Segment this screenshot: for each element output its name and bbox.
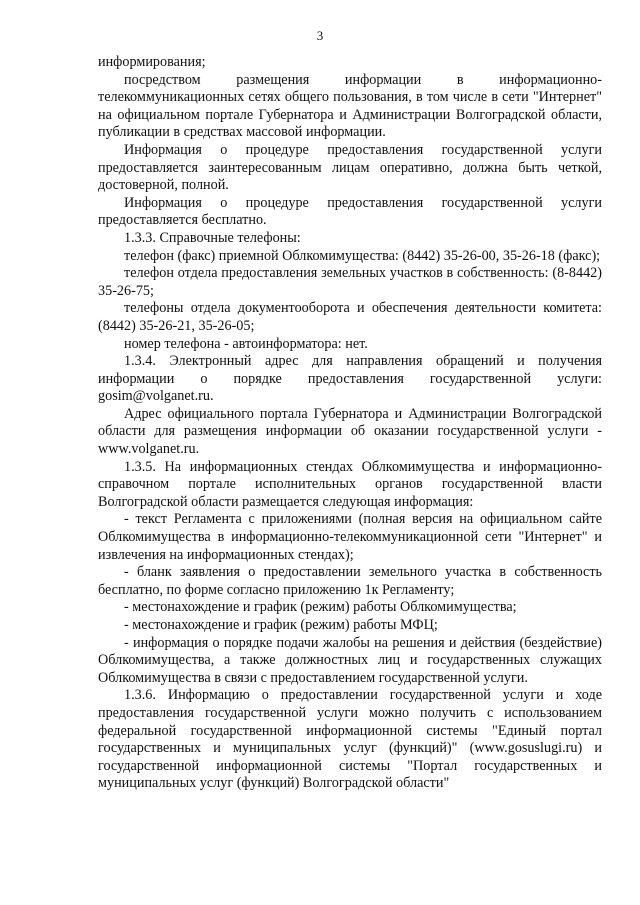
paragraph: Адрес официального портала Губернатора и Администрации Волгоградской области для размещения информации об оказании государственной услуги - www.volganet.ru. xyxy=(98,405,602,458)
list-item: - бланк заявления о предоставлении земельного участка в собственность бесплатно, по форме согласно приложению 1к Регламенту; xyxy=(98,564,602,598)
paragraph: телефон (факс) приемной Облкомимущества: (8442) 35-26-00, 35-26-18 (факс); xyxy=(124,247,601,264)
document-body xyxy=(98,54,602,793)
paragraph: 1.3.5. На информационных стендах Облкомимущества и информационно-справочном портале исполнительных органов государственной власти Волгоградской области размещается следующая информация: xyxy=(98,458,602,510)
section-heading: 1.3.3. Справочные телефоны: xyxy=(124,229,301,246)
list-item: - информация о порядке подачи жалобы на решения и действия (бездействие) Облкомимущества, а также должностных лиц и государственных служащих Облкомимущества в связи с предоставлением государственной услуги. xyxy=(98,634,602,686)
paragraph: 1.3.6. Информацию о предоставлении государственной услуги и ходе предоставления государственной услуги можно получить с использованием федеральной государственной информационной системы "Единый портал государственных и муниципальных услуг (функций)" (www.gosuslugi.ru) и государственной информационной системы "Портал государственных и муниципальных услуг (функций) Волгоградской области" xyxy=(98,687,602,792)
paragraph: информирования; xyxy=(98,54,206,70)
page-number: 3 xyxy=(316,28,324,43)
paragraph: номер телефона - автоинформатора: нет. xyxy=(124,335,368,352)
paragraph: телефон отдела предоставления земельных участков в собственность: (8-8442) 35-26-75; xyxy=(98,265,602,299)
paragraph: телефоны отдела документооборота и обеспечения деятельности комитета: (8442) 35-26-21, 35-26-05; xyxy=(98,300,602,334)
paragraph: Информация о процедуре предоставления государственной услуги предоставляется бесплатно. xyxy=(98,194,602,229)
list-item: - местонахождение и график (режим) работы МФЦ; xyxy=(124,617,438,633)
list-item: - текст Регламента с приложениями (полная версия на официальном сайте Облкомимущества в информационно-телекоммуникационной сети "Интернет" и извлечения на информационных стендах); xyxy=(98,511,602,563)
list-item: - местонахождение и график (режим) работы Облкомимущества; xyxy=(124,599,517,616)
paragraph: Информация о процедуре предоставления государственной услуги предоставляется заинтересованным лицам оперативно, должна быть четкой, достоверной, полной. xyxy=(98,141,602,194)
paragraph: 1.3.4. Электронный адрес для направления обращений и получения информации о порядке предоставления государственной услуги: gosim@volganet.ru. xyxy=(98,353,602,405)
paragraph: посредством размещения информации в информационно-телекоммуникационных сетях общего пользования, в том числе в сети "Интернет" на официальном портале Губернатора и Администрации Волгоградской области, публикации в средствах массовой информации. xyxy=(98,71,602,141)
